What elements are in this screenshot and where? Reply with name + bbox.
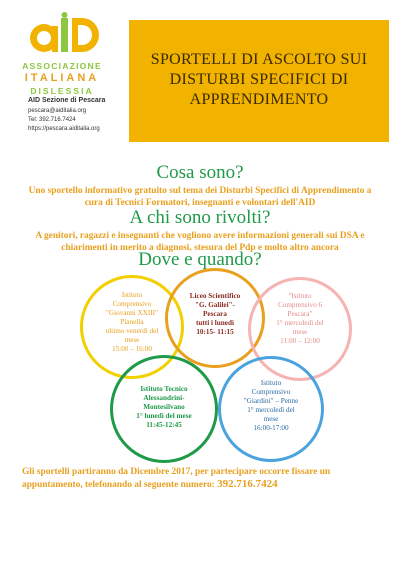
contact-site[interactable]: https://pescara.aiditalia.org [28,126,100,132]
location-montesilvano: Istituto Tecnico Alessandrini- Montesilvano 1° lunedì del mese 11:45-12:45 [136,385,192,429]
who-heading: A chi sono rivolti? [129,207,271,228]
banner-title: SPORTELLI DI ASCOLTO SUI DISTURBI SPECIFICI DI APPRENDIMENTO [150,51,368,108]
who-text: A genitori, ragazzi e insegnanti che vogliono avere informazioni generali sui DSA e chiarimenti in merito a diagnosi, stesura del Pdp e molto altro ancora [35,231,365,253]
contact-block [28,96,138,134]
logo-line-2: ITALIANA [24,72,100,84]
location-ic6: "Istituto Comprensivo 6 Pescara" 1° mercoledì del mese 11:00 – 12:00 [276,292,324,345]
logo-line-3: DISLESSIA [30,86,94,96]
contact-email[interactable]: pescara@aiditalia.org [28,108,87,114]
location-galilei: Liceo Scientifico "G. Galilei"- Pescara tutti i lunedì 10:15- 11:15 [189,292,241,336]
what-heading: Cosa sono? [156,162,244,183]
where-heading: Dove e quando? [138,249,262,270]
aid-logo-mark [28,12,100,56]
what-text: Uno sportello informativo gratuito sul tema dei Disturbi Specifici di Apprendimento a cura di Tecnici Formatori, insegnanti e volontari dell'AID [28,186,372,208]
location-penne: Istituto Comprensivo "Giardini" – Penne 1° mercoledì del mese 16:00-17:00 [243,379,299,432]
contact-section: AID Sezione di Pescara [28,97,106,104]
contact-tel: Tel: 392.716.7424 [28,117,76,123]
footer-text: Gli sportelli partiranno da Dicembre 2017, per partecipare occorre fissare un appuntamento, telefonando al seguente numero: [22,467,331,490]
title-banner [129,20,389,142]
logo-line-1: ASSOCIAZIONE [22,61,102,71]
location-pianella: Istituto Comprensivo "Giovanni XXIII" Pianella ultimo venerdì del mese 15:00 – 16:00 [105,291,159,353]
footer-note [22,466,382,491]
footer-phone[interactable]: 392.716.7424 [217,478,278,490]
